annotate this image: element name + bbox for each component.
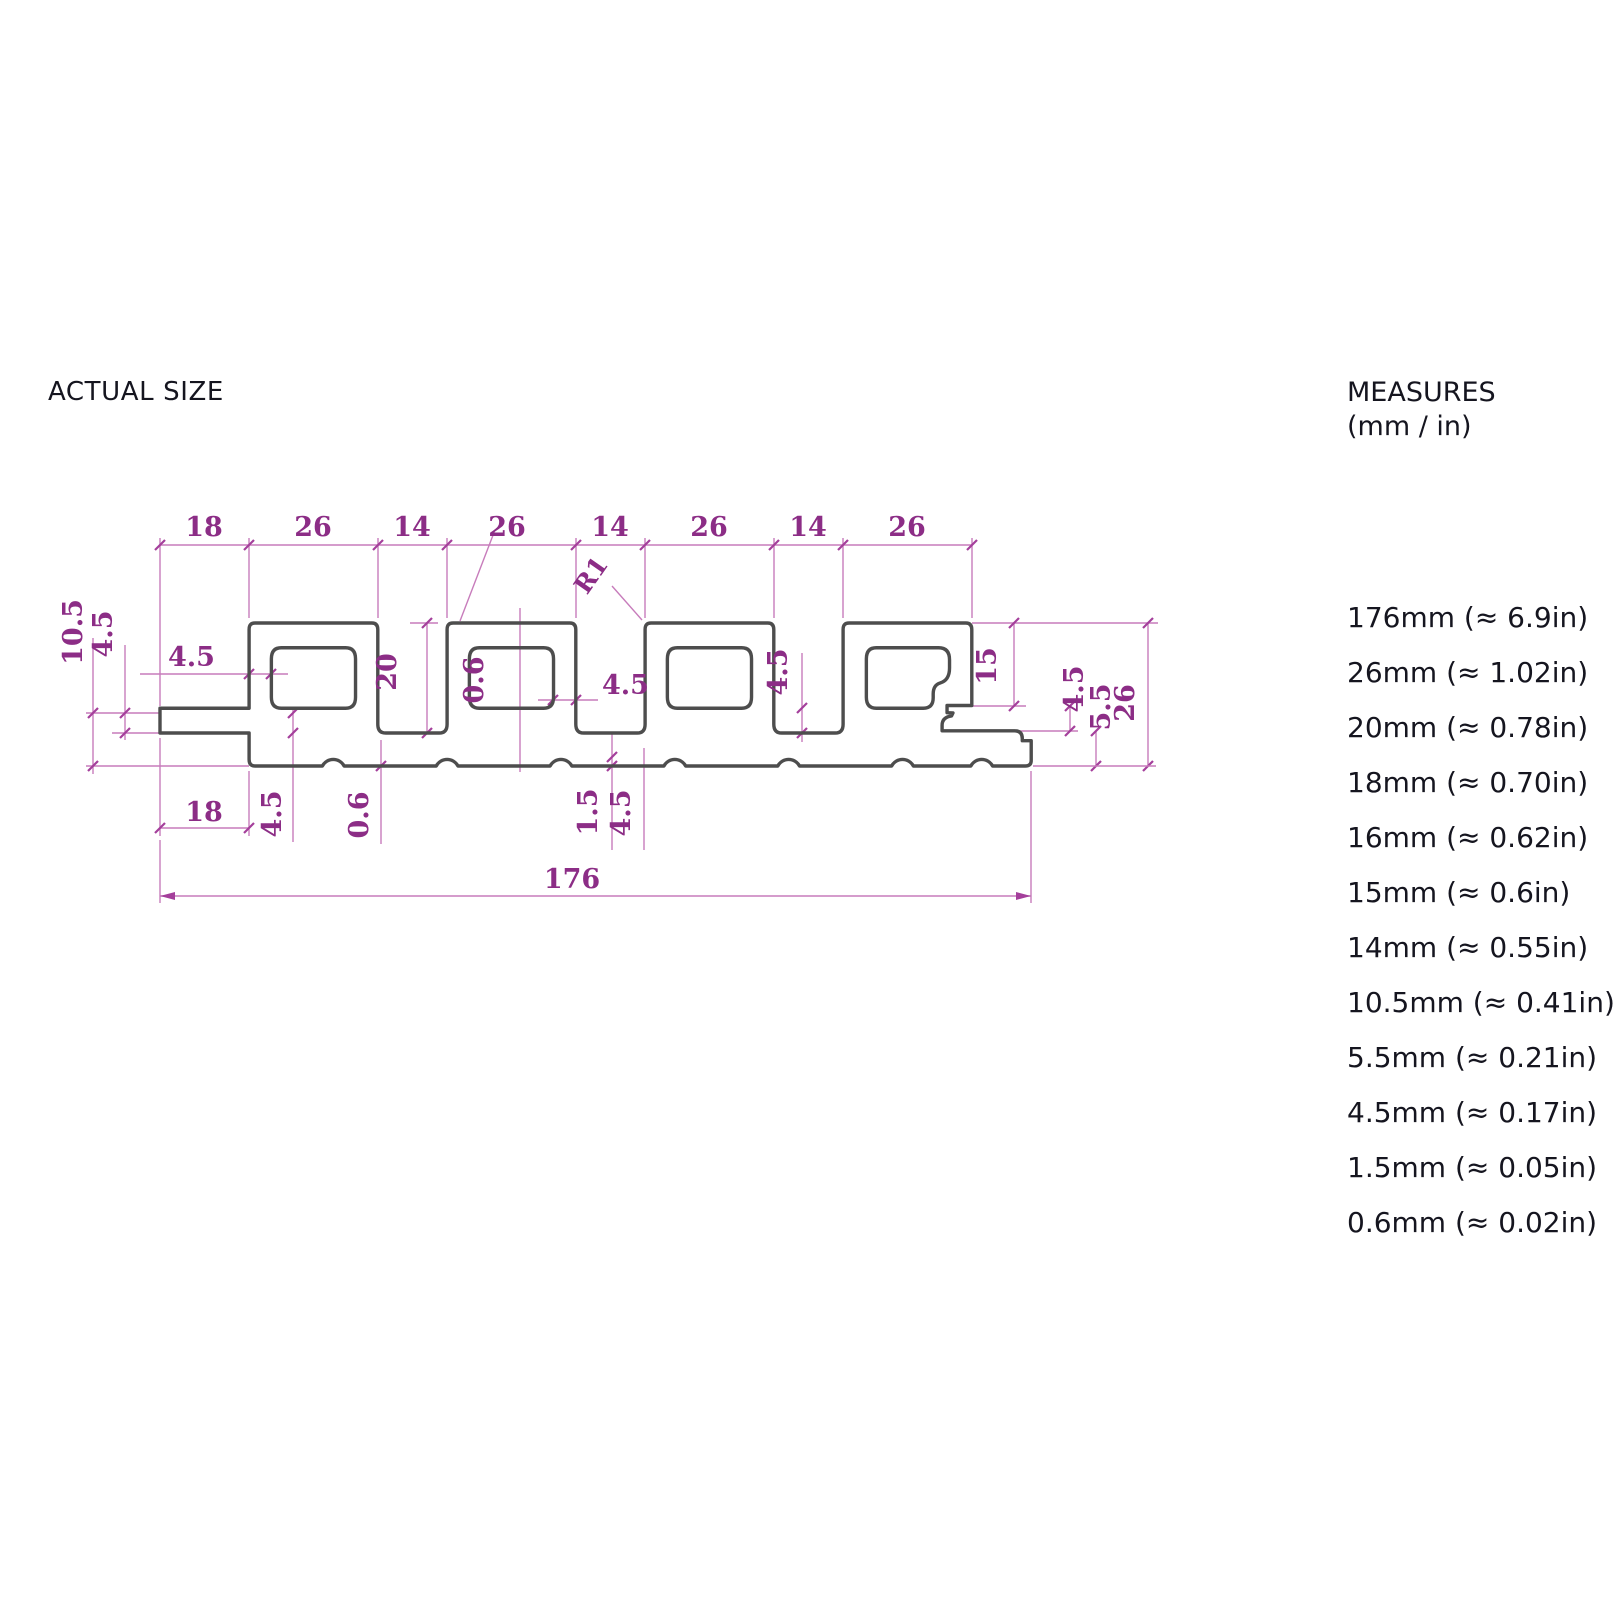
dim-right-26: 26: [1110, 684, 1141, 722]
dim-top-14b: 14: [591, 512, 629, 543]
measures-title-line2: (mm / in): [1347, 411, 1472, 442]
dim-gap-0-6: 0.6: [459, 656, 490, 704]
dim-top-18: 18: [185, 512, 223, 543]
measure-item: 0.6mm (≈ 0.02in): [1347, 1206, 1598, 1239]
dim-top-26c: 26: [690, 512, 728, 543]
measure-item: 10.5mm (≈ 0.41in): [1347, 986, 1615, 1019]
dim-bottom-176: 176: [543, 864, 601, 895]
measure-item: 20mm (≈ 0.78in): [1347, 711, 1589, 744]
actual-size-title: ACTUAL SIZE: [48, 377, 224, 407]
measure-item: 4.5mm (≈ 0.17in): [1347, 1096, 1598, 1129]
dim-top-14c: 14: [789, 512, 827, 543]
measures-title-line1: MEASURES: [1347, 377, 1496, 408]
dim-wall-left-4-5: 4.5: [168, 642, 215, 673]
measure-item: 1.5mm (≈ 0.05in): [1347, 1151, 1598, 1184]
measure-item: 176mm (≈ 6.9in): [1347, 601, 1589, 634]
measure-item: 18mm (≈ 0.70in): [1347, 766, 1589, 799]
measure-item: 15mm (≈ 0.6in): [1347, 876, 1571, 909]
dim-top-26d: 26: [888, 512, 926, 543]
dim-right-4-5: 4.5: [1059, 665, 1090, 713]
measure-item: 14mm (≈ 0.55in): [1347, 931, 1589, 964]
measure-item: 16mm (≈ 0.62in): [1347, 821, 1589, 854]
dim-top-14a: 14: [393, 512, 431, 543]
hollow-chamber-1: [271, 648, 355, 709]
dim-bottom-0-6: 0.6: [344, 791, 375, 839]
dim-slat-height-20: 20: [372, 653, 403, 691]
dim-left-4-5: 4.5: [88, 610, 119, 658]
hollow-chamber-3: [667, 648, 751, 709]
dim-right-15: 15: [972, 647, 1003, 685]
measure-item: 5.5mm (≈ 0.21in): [1347, 1041, 1598, 1074]
dim-top-26b: 26: [488, 512, 526, 543]
dim-bottom-18: 18: [185, 797, 223, 828]
profile-outline: [160, 623, 1031, 766]
measure-item: 26mm (≈ 1.02in): [1347, 656, 1589, 689]
hollow-chamber-4: [866, 648, 949, 709]
dim-bottom-1-5: 1.5: [573, 788, 604, 836]
dim-wall-mid-4-5: 4.5: [602, 670, 649, 701]
measures-title: [1347, 376, 1496, 444]
dim-right-5-5: 5.5: [1086, 683, 1117, 731]
dim-bottom-4-5b: 4.5: [606, 789, 637, 837]
dimension-lines: [86, 530, 1158, 903]
dim-top-26a: 26: [294, 512, 332, 543]
panel-profile: [160, 623, 1031, 766]
dim-bottom-4-5a: 4.5: [257, 790, 288, 838]
dimension-labels: [58, 512, 1141, 895]
dim-left-10-5: 10.5: [58, 599, 89, 665]
dim-radius-r1: R1: [568, 551, 614, 600]
profile-drawing: [40, 490, 1210, 940]
measures-list: [1347, 590, 1615, 1250]
dim-wall-groove3-4-5: 4.5: [763, 648, 794, 696]
